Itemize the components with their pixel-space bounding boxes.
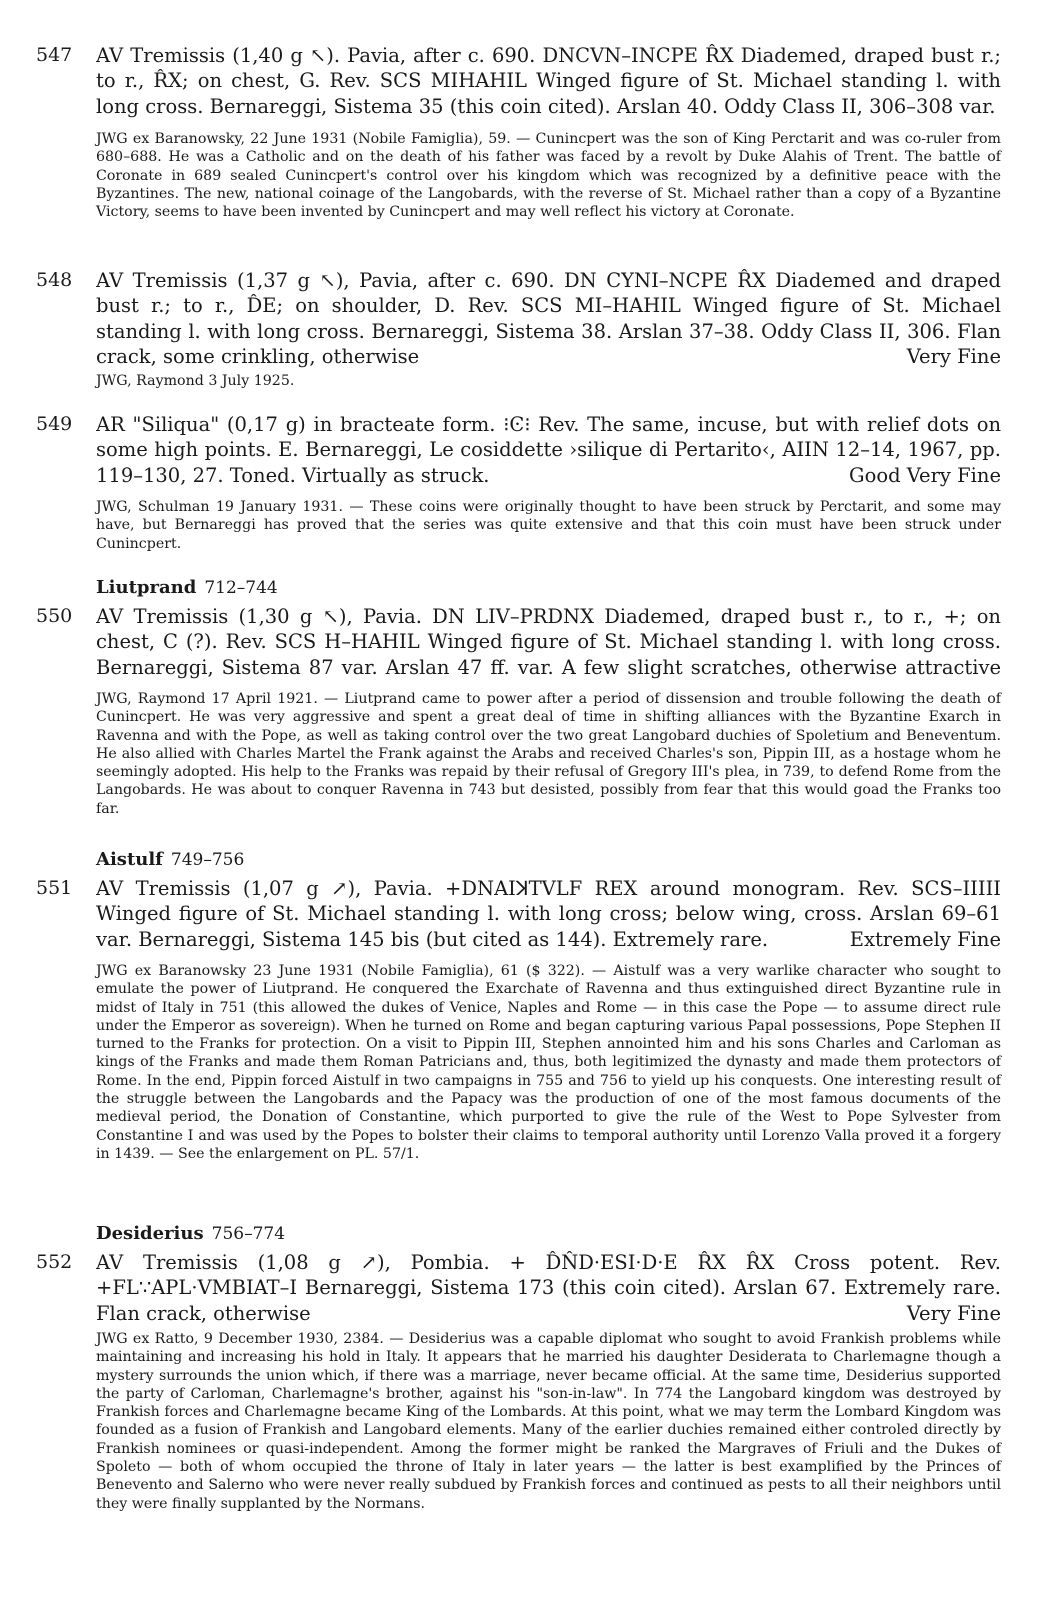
lot-number: 549	[36, 413, 73, 435]
ruler-name: Liutprand	[96, 577, 197, 598]
lot-description: AV Tremissis (1,30 g ↖), Pavia. DN LIV–PRDNX Diademed, draped bust r., to r., +; on chest, C (?). Rev. SCS H–HAHIL Winged figure of St. Michael standing l. with long cross. Bernareggi, Sistema 87 var. Arslan 47 ff. var. A few slight scratches, otherwise attractive	[96, 605, 1001, 679]
ruler-dates: 756–774	[211, 1224, 286, 1244]
lot-number: 552	[36, 1251, 73, 1273]
ruler-dates: 749–756	[170, 850, 245, 870]
lot-note: JWG ex Ratto, 9 December 1930, 2384. — Desiderius was a capable diplomat who sought to avoid Frankish problems while maintaining and increasing his hold in Italy. It appears that he married his daughter Desiderata to Charlemagne though a mystery surrounds the union which, if there was a marriage, never became official. At the same time, Desiderius supported the party of Carloman, Charlemagne's brother, against his "son-in-law". In 774 the Langobard kingdom was destroyed by Frankish forces and Charlemagne became King of the Lombards. At this point, what we may term the Lombard Kingdom was founded as a fusion of Frankish and Langobard elements. Many of the earlier duchies remained either controled directly by Frankish nominees or quasi-independent. Among the former might be ranked the Margraves of Friuli and the Dukes of Spoleto — both of whom occupied the throne of Italy in later years — the latter is best examplified by the Princes of Benevento and Salerno who were never really subdued by Frankish forces and continued as pests to all their neighbors until they were finally supplanted by the Normans.	[96, 1331, 1001, 1512]
ruler-dates: 712–744	[204, 578, 278, 598]
ruler-heading-desiderius	[96, 1222, 285, 1246]
lot-note: JWG, Schulman 19 January 1931. — These coins were originally thought to have been struck by Perctarit, and some may have, but Bernareggi has proved that the series was quite extensive and that this coin must have been struck under Cunincpert.	[96, 499, 1001, 552]
lot-note: JWG ex Baranowsky, 22 June 1931 (Nobile Famiglia), 59. — Cunincpert was the son of King Perctarit and was co-ruler from 680–688. He was a Catholic and on the death of his father was faced by a revolt by Duke Alahis of Trent. The battle of Coronate in 689 sealed Cunincpert's control over his kingdom which was recognized by a definitive peace with the Byzantines. The new, national coinage of the Langobards, with the reverse of St. Michael rather than a copy of a Byzantine Victory, seems to have been invented by Cunincpert and may well reflect his victory at Coronate.	[96, 131, 1001, 221]
lot-number: 551	[36, 877, 73, 899]
ruler-name: Aistulf	[96, 849, 163, 870]
lot-number: 548	[36, 269, 73, 291]
lot-note: JWG ex Baranowsky 23 June 1931 (Nobile Famiglia), 61 ($ 322). — Aistulf was a very warlike character who sought to emulate the power of Liutprand. He conquered the Exarchate of Ravenna and thus extinguished direct Byzantine rule in midst of Italy in 751 (this allowed the dukes of Venice, Naples and Rome — in this case the Pope — to assume direct rule under the Emperor as sovereign). When he turned on Rome and began capturing various Papal possessions, Pope Stephen II turned to the Franks for protection. On a visit to Pippin III, Stephen annointed him and his sons Charles and Carloman as kings of the Franks and made them Roman Patricians and, thus, both legitimized the dynasty and made them protectors of Rome. In the end, Pippin forced Aistulf in two campaigns in 755 and 756 to yield up his conquests. One interesting result of the struggle between the Langobards and the Papacy was the production of one of the most famous documents of the medieval period, the Donation of Constantine, which purported to give the rule of the West to Pope Sylvester from Constantine I and was used by the Popes to bolster their claims to temporal authority until Lorenzo Valla proved it a forgery in 1439. — See the enlargement on PL. 57/1.	[96, 963, 1001, 1162]
lot-grade: Good Very Fine	[849, 463, 1001, 487]
ruler-heading-liutprand	[96, 576, 278, 600]
lot-grade: Very Fine	[906, 345, 1001, 369]
lot-description: AV Tremissis (1,08 g ↗), Pombia. + D̂N̂D·ESI·D·E R̂X R̂X Cross potent. Rev. +FL∵APL·VMBIAT–I Bernareggi, Sistema 173 (this coin cited). Arslan 67. Extremely rare. Flan crack, otherwise Very Fine	[96, 1251, 1001, 1325]
lot-description: AR "Siliqua" (0,17 g) in bracteate form. ⁝Ͼ⁝ Rev. The same, incuse, but with relief dots on some high points. E. Bernareggi, Le cosiddette ›silique di Pertarito‹, AIIN 12–14, 1967, pp. 119–130, 27. Toned. Virtually as struck. Good Very Fine	[96, 413, 1001, 487]
lot-grade: Very Fine	[906, 1301, 1001, 1325]
ruler-name: Desiderius	[96, 1223, 204, 1244]
lot-description: AV Tremissis (1,07 g ↗), Pavia. +DNAIꓘTVLF REX around monogram. Rev. SCS–IIIII Winged figure of St. Michael standing l. with long cross; below wing, cross. Arslan 69–61 var. Bernareggi, Sistema 145 bis (but cited as 144). Extremely rare. Extremely Fine	[96, 877, 1001, 951]
lot-grade: Extremely Fine	[849, 927, 1001, 951]
ruler-heading-aistulf	[96, 848, 244, 872]
lot-description: AV Tremissis (1,40 g ↖). Pavia, after c. 690. DNCVN–INCPE R̂X Diademed, draped bust r.; to r., R̂X; on chest, G. Rev. SCS MIHAHIL Winged figure of St. Michael standing l. with long cross. Bernareggi, Sistema 35 (this coin cited). Arslan 40. Oddy Class II, 306–308 var.	[96, 44, 1001, 118]
lot-number: 550	[36, 605, 73, 627]
lot-description: AV Tremissis (1,37 g ↖), Pavia, after c. 690. DN CYNI–NCPE R̂X Diademed and draped bust r.; to r., D̂E; on shoulder, D. Rev. SCS MI–HAHIL Winged figure of St. Michael standing l. with long cross. Bernareggi, Sistema 38. Arslan 37–38. Oddy Class II, 306. Flan crack, some crinkling, otherwise Very Fine	[96, 269, 1001, 369]
lot-number: 547	[36, 44, 73, 66]
lot-note: JWG, Raymond 17 April 1921. — Liutprand came to power after a period of dissension and trouble following the death of Cunincpert. He was very aggressive and spent a great deal of time in shifting alliances with the Byzantine Exarch in Ravenna and with the Pope, as well as taking control over the two great Langobard duchies of Spoletium and Beneventum. He also allied with Charles Martel the Frank against the Arabs and received Charles's son, Pippin III, as a hostage whom he seemingly adopted. His help to the Franks was repaid by their refusal of Gregory III's plea, in 739, to defend Rome from the Langobards. He was about to conquer Ravenna in 743 but desisted, possibly from fear that this would goad the Franks too far.	[96, 691, 1001, 817]
lot-note: JWG, Raymond 3 July 1925.	[96, 373, 295, 389]
